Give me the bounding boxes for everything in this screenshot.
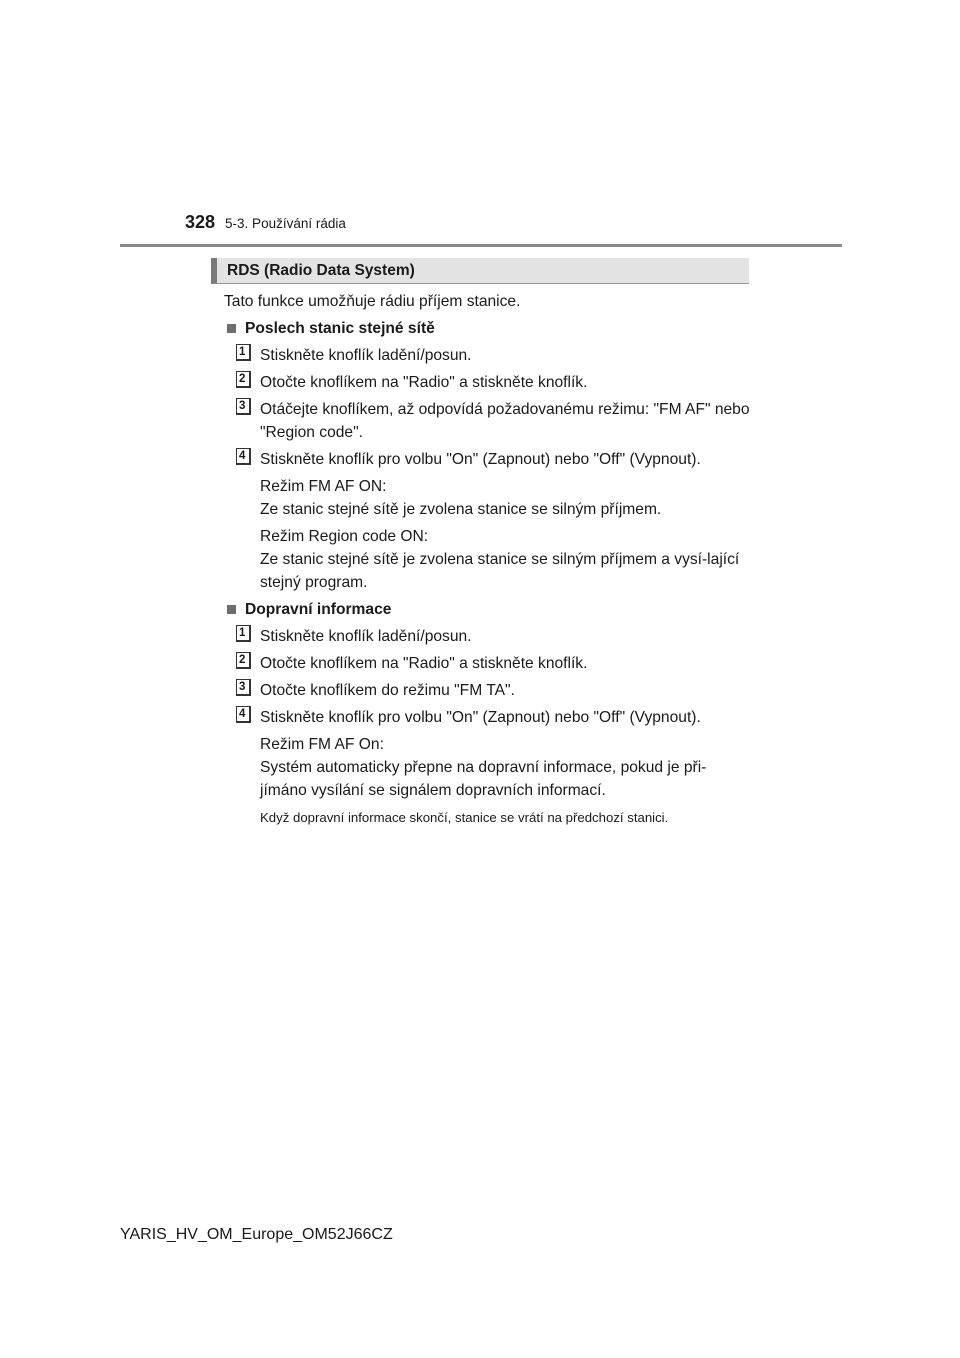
step-text: Stiskněte knoflík pro volbu "On" (Zapnout) nebo "Off" (Vypnout). (260, 709, 701, 726)
note-description: Systém automaticky přepne na dopravní informace, pokud je při-jímáno vysílání se signálem dopravních informací. (260, 759, 707, 799)
square-bullet-icon (227, 324, 236, 333)
step-number-badge: 3 (236, 679, 251, 696)
step-text: Otočte knoflíkem na "Radio" a stiskněte knoflík. (260, 374, 588, 391)
step-item (224, 652, 750, 675)
mode-note (224, 525, 750, 594)
step-text: Stiskněte knoflík ladění/posun. (260, 628, 472, 645)
header-divider (120, 244, 842, 247)
mode-note (224, 475, 750, 521)
subsection-heading (224, 598, 750, 621)
note-mode-label: Režim Region code ON: (260, 528, 429, 545)
step-item (224, 625, 750, 648)
section-path: 5-3. Používání rádia (225, 216, 346, 231)
page-header (185, 212, 346, 233)
section-title-bar (211, 258, 749, 284)
step-text: Otočte knoflíkem na "Radio" a stiskněte knoflík. (260, 655, 588, 672)
square-bullet-icon (227, 605, 236, 614)
note-mode-label: Režim FM AF ON: (260, 478, 387, 495)
step-item (224, 448, 750, 471)
step-text: Stiskněte knoflík pro volbu "On" (Zapnout) nebo "Off" (Vypnout). (260, 451, 701, 468)
step-number-badge: 3 (236, 398, 251, 415)
step-item (224, 371, 750, 394)
step-number-badge: 1 (236, 625, 251, 642)
step-item (224, 679, 750, 702)
step-text: Otáčejte knoflíkem, až odpovídá požadovanému režimu: "FM AF" nebo "Region code". (260, 401, 750, 441)
subsection-heading (224, 317, 750, 340)
page-number: 328 (185, 212, 216, 232)
subsection-heading-text: Dopravní informace (245, 601, 392, 618)
step-text: Otočte knoflíkem do režimu "FM TA". (260, 682, 515, 699)
step-text: Stiskněte knoflík ladění/posun. (260, 347, 472, 364)
subsection-heading-text: Poslech stanic stejné sítě (245, 320, 435, 337)
step-number-badge: 2 (236, 652, 251, 669)
note-description: Ze stanic stejné sítě je zvolena stanice se silným příjmem a vysí-lající stejný program. (260, 551, 740, 591)
document-code: YARIS_HV_OM_Europe_OM52J66CZ (120, 1226, 393, 1243)
small-note: Když dopravní informace skončí, stanice se vrátí na předchozí stanici. (260, 810, 669, 825)
mode-note (224, 733, 750, 802)
step-number-badge: 2 (236, 371, 251, 388)
note-description: Ze stanic stejné sítě je zvolena stanice se silným příjmem. (260, 501, 662, 518)
step-number-badge: 4 (236, 706, 251, 723)
intro-text: Tato funkce umožňuje rádiu příjem stanice. (224, 293, 521, 310)
step-number-badge: 4 (236, 448, 251, 465)
step-item (224, 398, 750, 444)
note-mode-label: Režim FM AF On: (260, 736, 384, 753)
section-title: RDS (Radio Data System) (227, 262, 415, 279)
step-number-badge: 1 (236, 344, 251, 361)
step-item (224, 344, 750, 367)
page-content (224, 290, 750, 829)
step-item (224, 706, 750, 729)
